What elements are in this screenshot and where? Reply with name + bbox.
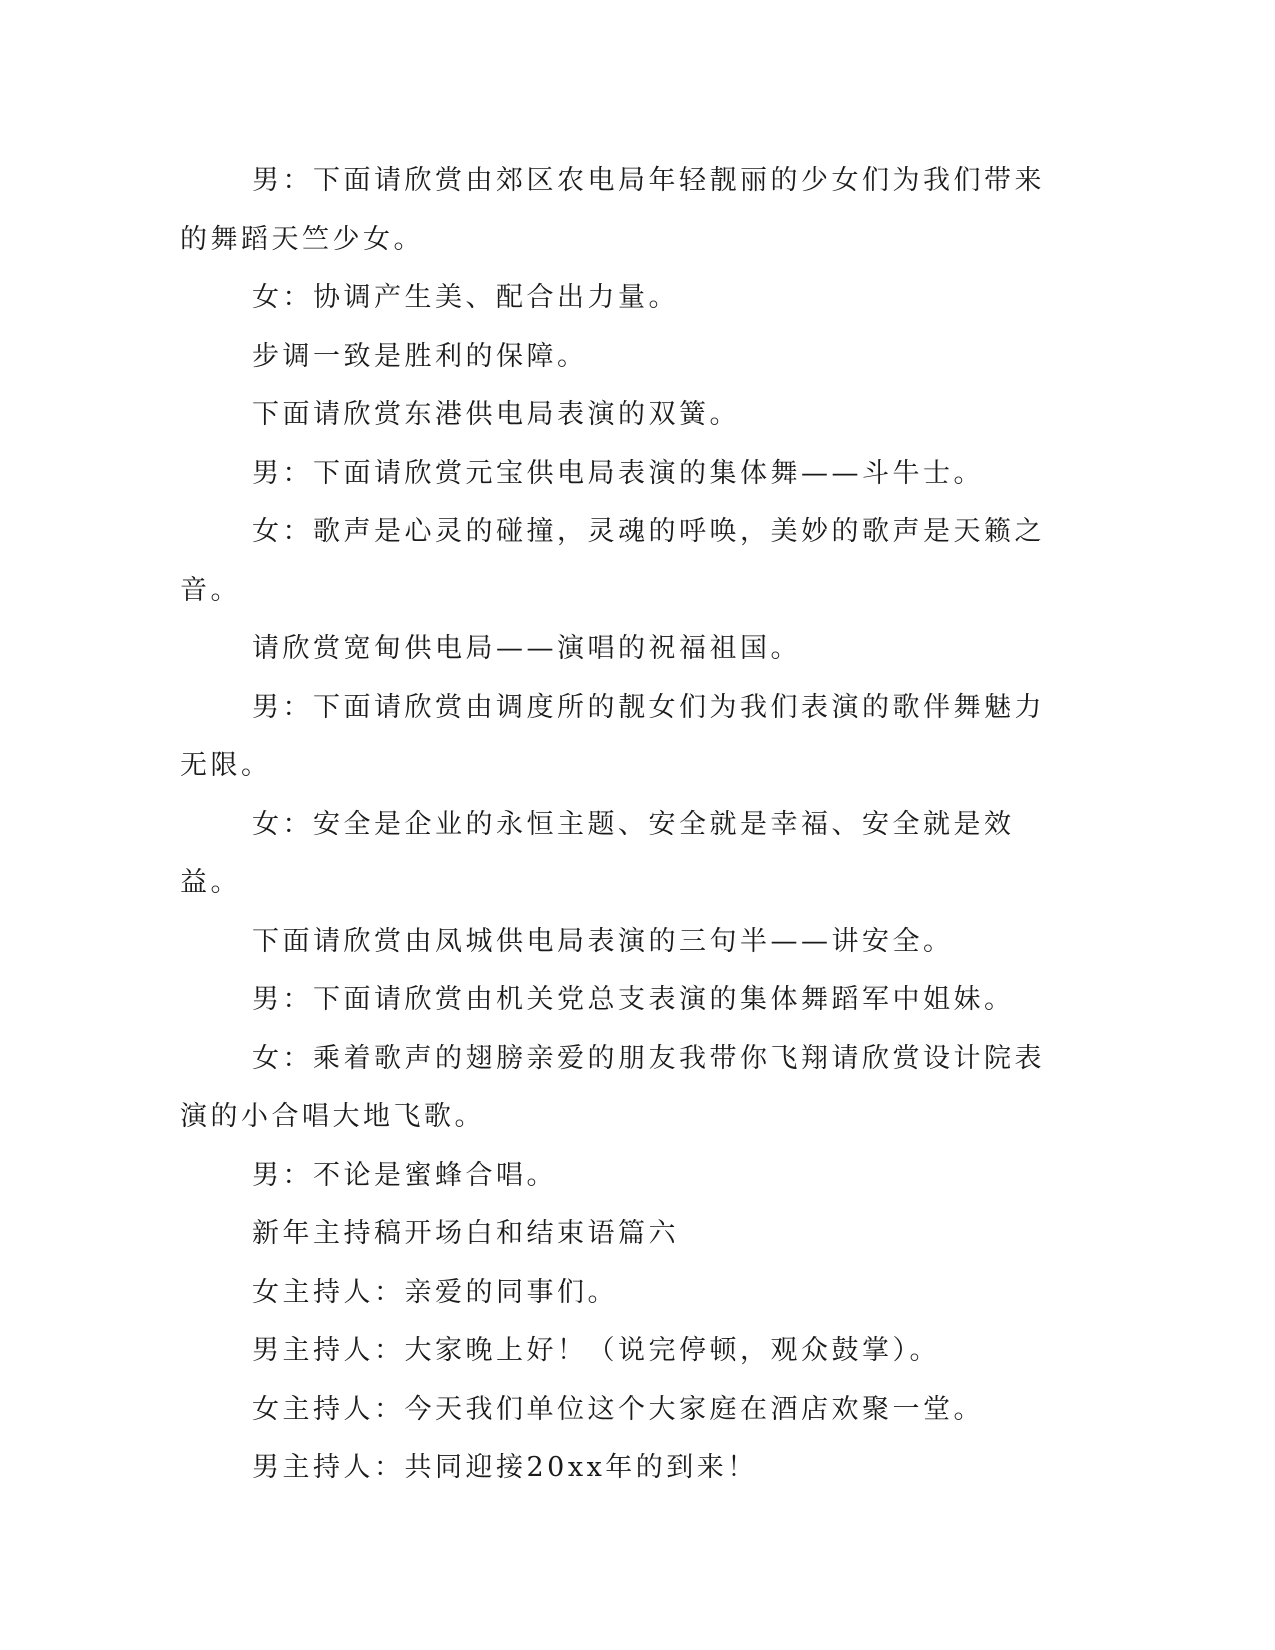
paragraph: 女主持人：今天我们单位这个大家庭在酒店欢聚一堂。 [252,1393,984,1425]
paragraph: 女：乘着歌声的翅膀亲爱的朋友我带你飞翔请欣赏设计院表演的小合唱大地飞歌。 [180,1042,1045,1132]
paragraph: 女：安全是企业的永恒主题、安全就是幸福、安全就是效益。 [180,808,1015,898]
paragraph: 男主持人：共同迎接20xx年的到来！ [252,1452,758,1483]
paragraph: 男：下面请欣赏元宝供电局表演的集体舞——斗牛士。 [252,457,984,489]
section-heading: 新年主持稿开场白和结束语篇六 [252,1218,679,1249]
paragraph: 女主持人：亲爱的同事们。 [252,1276,618,1308]
paragraph: 男主持人：大家晚上好！（说完停顿，观众鼓掌）。 [252,1335,940,1366]
paragraph: 男：下面请欣赏由郊区农电局年轻靓丽的少女们为我们带来的舞蹈天竺少女。 [180,165,1045,255]
paragraph: 男：下面请欣赏由调度所的靓女们为我们表演的歌伴舞魅力无限。 [180,691,1045,781]
paragraph: 步调一致是胜利的保障。 [252,340,588,372]
paragraph: 男：不论是蜜蜂合唱。 [252,1159,557,1191]
paragraph: 下面请欣赏东港供电局表演的双簧。 [252,399,740,430]
paragraph: 男：下面请欣赏由机关党总支表演的集体舞蹈军中姐妹。 [252,984,1015,1015]
document-body [180,152,1050,1498]
paragraph: 女：歌声是心灵的碰撞，灵魂的呼唤，美妙的歌声是天籁之音。 [180,516,1045,606]
paragraph: 请欣赏宽甸供电局——演唱的祝福祖国。 [252,633,801,664]
paragraph: 女：协调产生美、配合出力量。 [252,282,679,313]
paragraph: 下面请欣赏由凤城供电局表演的三句半——讲安全。 [252,925,954,957]
